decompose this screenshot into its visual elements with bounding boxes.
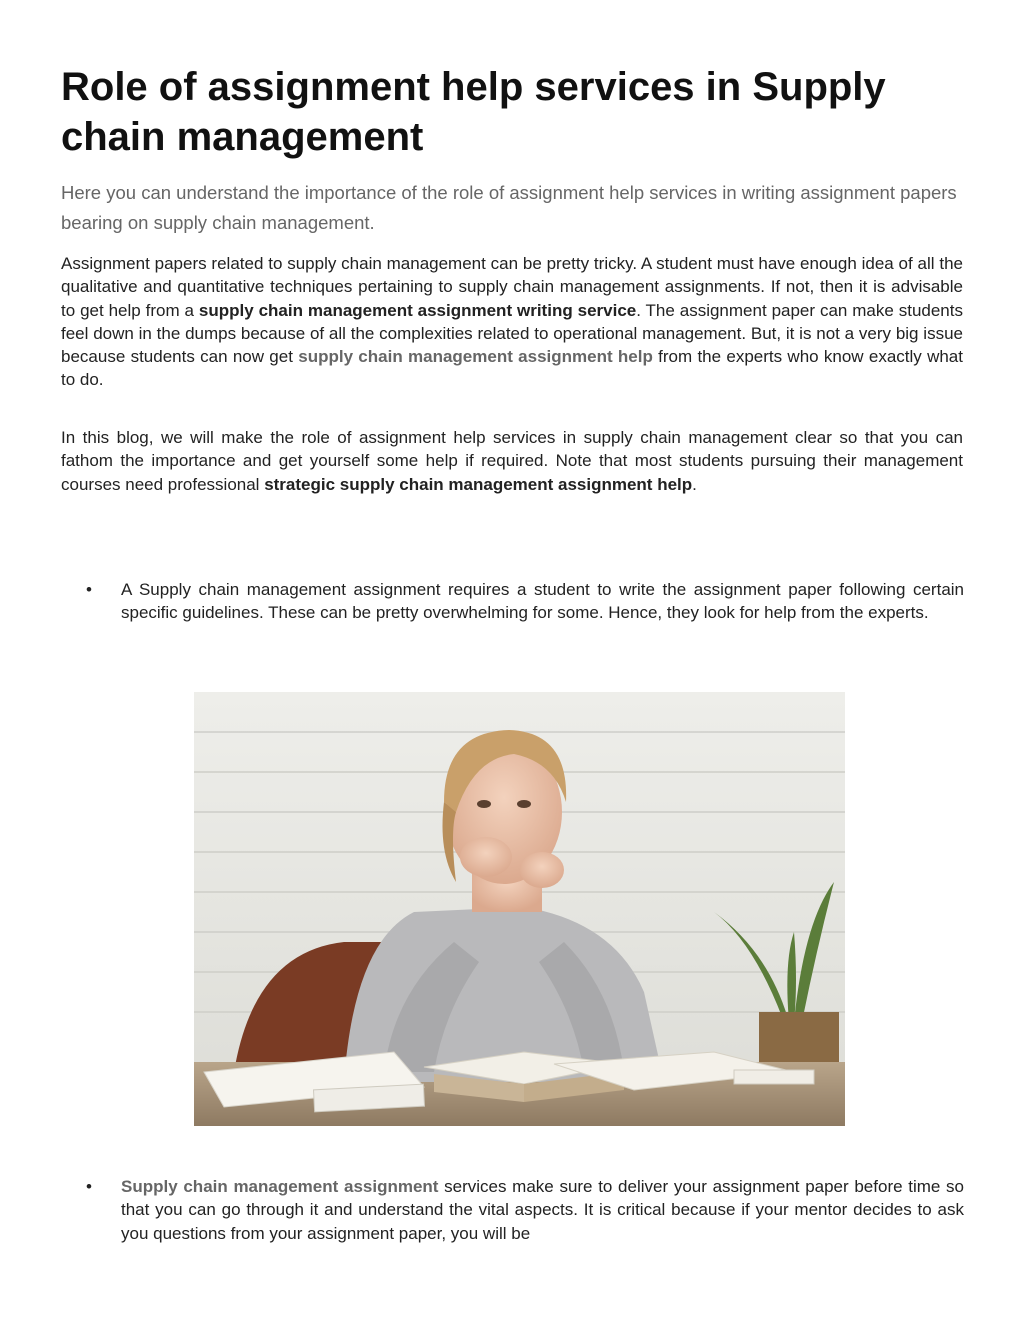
list-item-body: services make sure to deliver your assignment paper before time so that you can go through it and understand the vital aspects. It is critical because if your mentor decides to ask you questions from your assignment paper, you will be: [121, 1177, 964, 1243]
bullet-marker: •: [86, 580, 92, 599]
photo-illustration: [194, 692, 845, 1126]
page-subtitle: Here you can understand the importance of the role of assignment help services in writing assignment papers bearing on supply chain management.: [61, 182, 957, 233]
page-title: Role of assignment help services in Supply chain management: [61, 65, 886, 159]
paragraph-text: from the experts who know exactly what to do.: [61, 347, 963, 390]
link-scm-assignment[interactable]: Supply chain management assignment: [121, 1177, 439, 1196]
bold-keyword-strategic-help: strategic supply chain management assignment help: [264, 474, 693, 494]
list-item-text: [121, 1175, 964, 1245]
paragraph-text: . The assignment paper can make students feel down in the dumps because of all the complexities related to operational management. But, it is not a very big issue because students can now get: [61, 300, 963, 367]
bullet-marker: •: [86, 1177, 92, 1196]
paragraph-text: Assignment papers related to supply chain management can be pretty tricky. A student must have enough idea of all the qualitative and quantitative techniques pertaining to supply chain management assignments. If not, then it is advisable to get help from a: [61, 254, 963, 320]
intro-paragraph: [61, 252, 963, 392]
stressed-student-photo: [194, 692, 845, 1126]
paragraph-text: .: [692, 474, 697, 494]
paragraph-text: In this blog, we will make the role of assignment help services in supply chain management clear so that you can fathom the importance and get yourself some help if required. Note that most students pursuing their management courses need professional: [61, 428, 963, 494]
list-item-text: A Supply chain management assignment requires a student to write the assignment paper following certain specific guidelines. These can be pretty overwhelming for some. Hence, they look for help from the experts.: [121, 580, 964, 623]
bold-keyword-writing-service: supply chain management assignment writing service: [198, 300, 637, 320]
blog-paragraph: [61, 426, 963, 496]
link-assignment-help[interactable]: supply chain management assignment help: [298, 347, 653, 367]
